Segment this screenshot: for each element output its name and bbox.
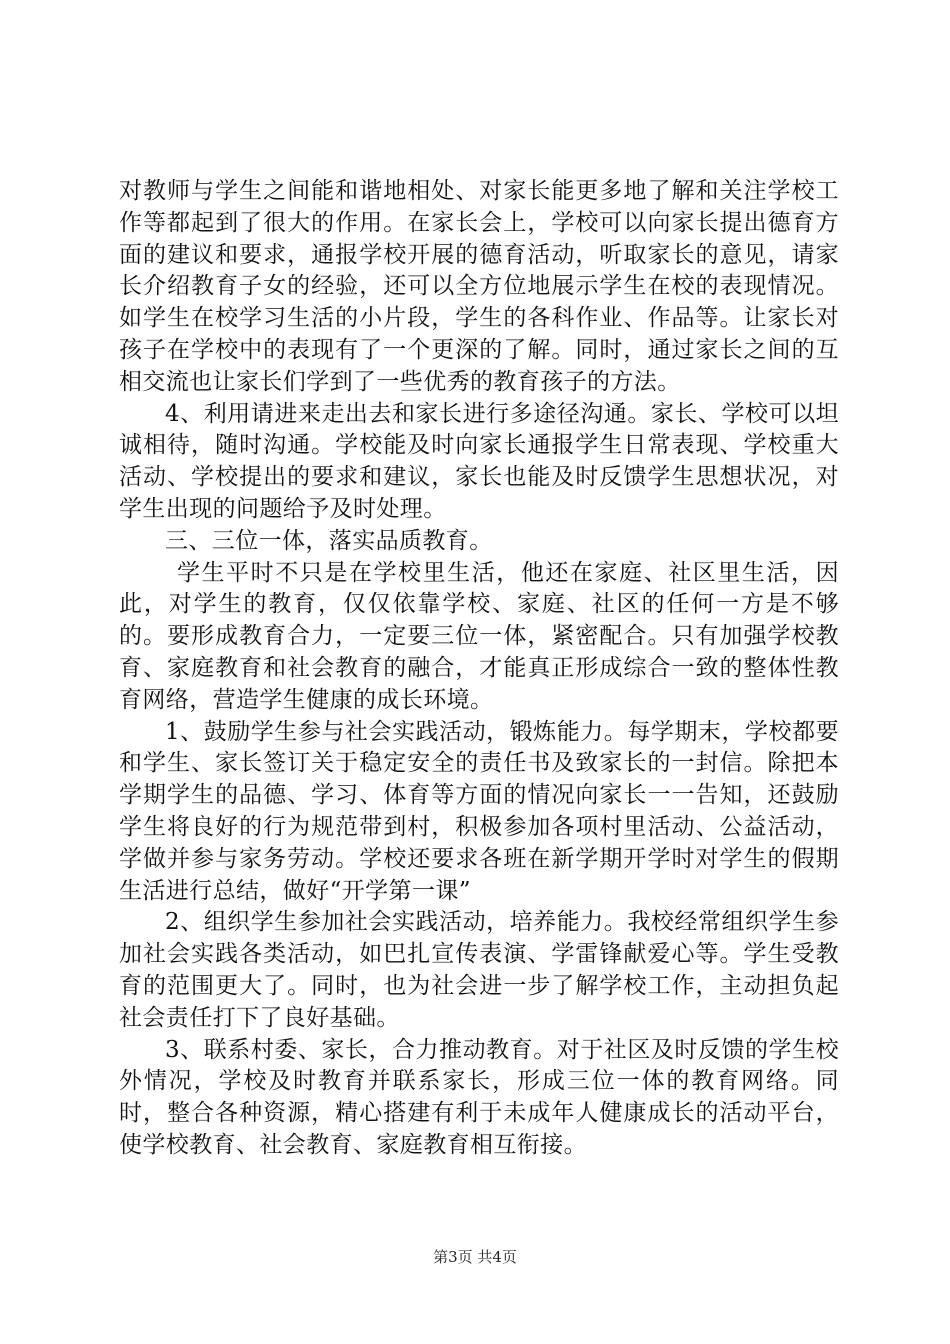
document-body: [119, 176, 839, 1162]
section-heading-3: 三、三位一体，落实品质教育。: [165, 527, 493, 554]
paragraph-section-intro: 学生平时不只是在学校里生活，他还在家庭、社区里生活，因此，对学生的教育，仅仅依靠学校、家庭、社区的任何一方是不够的。要形成教育合力，一定要三位一体，紧密配合。只有加强学校教育、家庭教育和社会教育的融合，才能真正形成综合一致的整体性教育网络，营造学生健康的成长环境。: [119, 559, 839, 713]
page-footer: [0, 1246, 950, 1267]
paragraph-item-3: 3、联系村委、家长，合力推动教育。对于社区及时反馈的学生校外情况，学校及时教育并联系家长，形成三位一体的教育网络。同时，整合各种资源，精心搭建有利于未成年人健康成长的活动平台，使学校教育、社会教育、家庭教育相互衔接。: [119, 1036, 839, 1158]
paragraph-continuation: 对教师与学生之间能和谐地相处、对家长能更多地了解和关注学校工作等都起到了很大的作用。在家长会上，学校可以向家长提出德育方面的建议和要求，通报学校开展的德育活动，听取家长的意见，请家长介绍教育子女的经验，还可以全方位地展示学生在校的表现情况。如学生在校学习生活的小片段，学生的各科作业、作品等。让家长对孩子在学校中的表现有了一个更深的了解。同时，通过家长之间的互相交流也让家长们学到了一些优秀的教育孩子的方法。: [119, 178, 839, 395]
paragraph-item-2: 2、组织学生参加社会实践活动，培养能力。我校经常组织学生参加社会实践各类活动，如巴扎宣传表演、学雷锋献爱心等。学生受教育的范围更大了。同时，也为社会进一步了解学校工作，主动担负起社会责任打下了良好基础。: [119, 909, 839, 1031]
paragraph-item-4: 4、利用请进来走出去和家长进行多途径沟通。家长、学校可以坦诚相待，随时沟通。学校能及时向家长通报学生日常表现、学校重大活动、学校提出的要求和建议，家长也能及时反馈学生思想状况，对学生出现的问题给予及时处理。: [119, 400, 839, 522]
paragraph-item-1: 1、鼓励学生参与社会实践活动，锻炼能力。每学期末，学校都要和学生、家长签订关于稳定安全的责任书及致家长的一封信。除把本学期学生的品德、学习、体育等方面的情况向家长一一告知，还鼓励学生将良好的行为规范带到村，积极参加各项村里活动、公益活动，学做并参与家务劳动。学校还要求各班在新学期开学时对学生的假期生活进行总结，做好“开学第一课”: [119, 718, 839, 904]
page-number-label: 第3页 共4页: [433, 1248, 517, 1266]
